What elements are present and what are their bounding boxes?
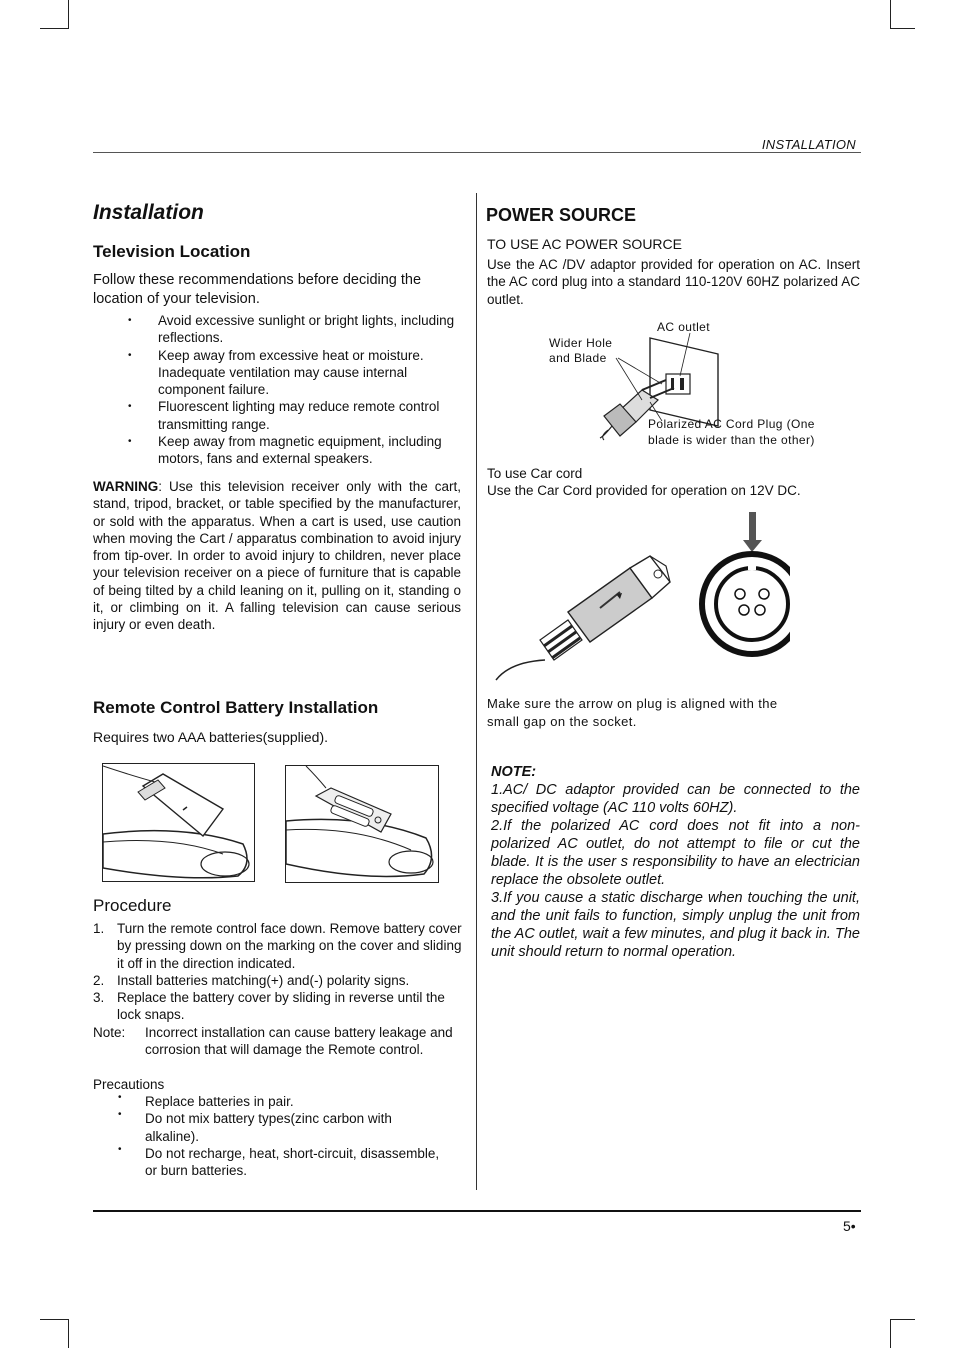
ac-subheading: TO USE AC POWER SOURCE [487,236,682,252]
ac-text: Use the AC /DV adaptor provided for operation on AC. Insert the AC cord plug into a standard 110-120V 60HZ polarized AC outlet. [487,257,860,307]
page-title: Installation [93,201,204,224]
crop-mark [68,1319,69,1348]
remote-cover-figure [102,763,255,882]
list-item: • Replace batteries in pair. [118,1092,294,1109]
note-text: Incorrect installation can cause battery leakage and corrosion that will damage the Remote control. [145,1025,453,1058]
header-rule [93,152,861,153]
battery-requires: Requires two AAA batteries(supplied). [93,729,329,745]
list-item: • Keep away from excessive heat or moisture. Inadequate ventilation may cause internal component failure. [128,347,424,398]
power-source-heading: POWER SOURCE [486,205,637,225]
list-item: • Do not mix battery types(zinc carbon with alkaline). [118,1109,392,1144]
wider-hole-label-2: and Blade [549,351,607,365]
crop-mark [890,28,915,29]
column-divider [476,193,477,1190]
car-cord-figure [490,512,790,684]
warning-text: : Use this television receiver only with the cart, stand, tripod, bracket, or table specified by the manufacturer, or sold with the apparatus. When a cart is used, use caution when moving the Cart / apparatus combination to avoid injury from tip-over. In order to avoid injury to children, never place your television receiver on a piece of furniture that is capable of being tilted by a child leaning on it, pulling on it, standing o it, or climbing on it. A falling television can cause serious injury or even death. [93,479,461,633]
crop-mark [890,1319,915,1320]
procedure-heading: Procedure [93,896,172,915]
precautions-heading: Precautions [93,1077,165,1092]
procedure-list [93,920,463,1024]
note-item: 1.AC/ DC adaptor provided can be connected to the specified voltage (AC 110 volts 60HZ). [491,782,860,816]
align-note-1: Make sure the arrow on plug is aligned with the [487,696,778,711]
note-title: NOTE: [491,764,537,780]
list-item: • Keep away from magnetic equipment, including motors, fans and external speakers. [128,434,442,467]
crop-mark [40,1319,69,1320]
crop-mark [68,0,69,28]
wider-hole-label: Wider Hole [549,336,613,350]
polarized-plug-label: Polarized AC Cord Plug (One [648,417,815,431]
warning-paragraph [93,478,461,634]
remote-batteries-figure [285,765,439,883]
ac-outlet-label: AC outlet [657,320,710,334]
precautions-list [118,1092,445,1179]
crop-mark [890,0,891,28]
tv-location-list [128,312,463,468]
page-number: 5• [843,1218,856,1234]
list-item: 1. Turn the remote control face down. Remove battery cover by pressing down on the marking on the cover and sliding it off in the direction indicated. [93,921,462,971]
note-label: Note: [93,1025,126,1040]
section-header: INSTALLATION [761,137,856,152]
crop-mark [40,28,69,29]
tv-location-intro: Follow these recommendations before deciding the location of your television. [93,272,422,307]
battery-heading: Remote Control Battery Installation [93,698,379,717]
ac-outlet-figure [540,318,850,453]
car-text: Use the Car Cord provided for operation on 12V DC. [487,483,801,498]
tv-location-heading: Television Location [93,242,251,261]
list-item: 2. Install batteries matching(+) and(-) polarity signs. [93,972,410,988]
list-item: 3. Replace the battery cover by sliding in reverse until the lock snaps. [93,990,445,1023]
warning-label: WARNING [93,479,159,494]
note-item: 2.If the polarized AC cord does not fit into a non-polarized AC outlet, do not attempt to file or cut the blade. It is the user s responsibility to have an electrician replace the obsolete outlet. [491,818,860,888]
footer-rule [93,1210,861,1212]
car-subheading: To use Car cord [487,466,583,481]
crop-mark [890,1319,891,1348]
note-block [491,763,860,961]
note-item: 3.If you cause a static discharge when touching the unit, and the unit fails to function, simply unplug the unit from the AC outlet, wait a few minutes, and plug it back in. The unit should return to normal operation. [491,890,860,960]
list-item: • Avoid excessive sunlight or bright lights, including reflections. [128,313,455,346]
polarized-plug-label-2: blade is wider than the other) [648,433,815,447]
list-item: • Do not recharge, heat, short-circuit, disassemble, or burn batteries. [118,1143,440,1179]
list-item: • Fluorescent lighting may reduce remote control transmitting range. [128,399,440,432]
align-note-2: small gap on the socket. [487,714,637,729]
